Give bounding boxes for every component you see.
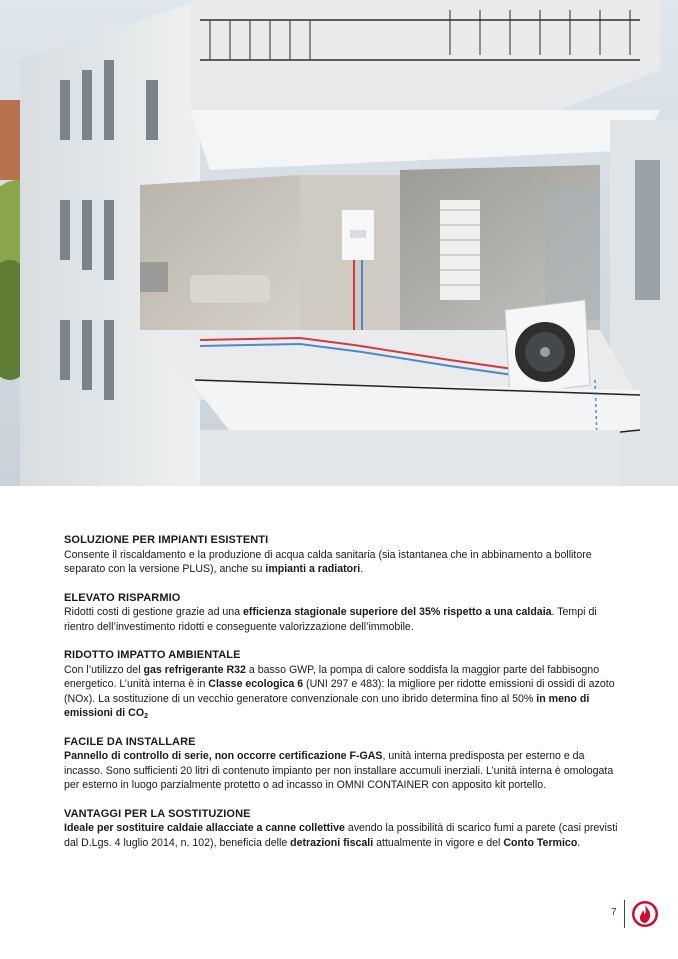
text-run: .	[577, 836, 581, 849]
section-vantaggi-sostituzione	[64, 807, 620, 851]
section-impianti-esistenti	[64, 533, 620, 577]
text-run: avendo la possibilità di scarico fumi a parete (casi previsti dal D.Lgs. 4 luglio 2014, n. 102), beneficia delle	[64, 822, 618, 849]
footer-divider	[624, 900, 625, 928]
text-run: .	[360, 563, 364, 575]
text-run: Classe ecologica 6	[208, 678, 304, 690]
text-run: a basso GWP, la pompa di calore soddisfa la maggior parte del fabbisogno energetico. L’unità interna è in	[64, 663, 600, 690]
text-run: gas refrigerante R32	[143, 663, 246, 676]
section-title: ELEVATO RISPARMIO	[64, 591, 181, 604]
text-run: Ideale per sostituire caldaie allacciate a canne collettive	[64, 822, 345, 834]
page-number: 7	[611, 907, 617, 918]
section-body	[64, 548, 620, 577]
text-run: Conto Termico	[503, 836, 578, 849]
section-body	[64, 605, 620, 634]
section-title: SOLUZIONE PER IMPIANTI ESISTENTI	[64, 534, 269, 546]
text-run: 2	[144, 713, 148, 720]
features-text	[64, 533, 620, 864]
text-run: Consente il riscaldamento e la produzione di acqua calda sanitaria (sia istantanea che in abbinamento a bollitore separato con la versione PLUS), anche su	[64, 548, 592, 575]
text-run: (UNI 297 e 483): la migliore per ridotte emissioni di ossidi di azoto (NOx). La sostituzione di un vecchio generatore convenzionale con uno ibrido determina fino al 50%	[64, 678, 615, 705]
section-facile-installare	[64, 735, 620, 793]
text-run: . Tempi di rientro dell’investimento ridotti e conseguente valorizzazione dell’immobile.	[64, 606, 597, 633]
section-body	[64, 821, 620, 850]
section-elevato-risparmio	[64, 591, 620, 635]
text-run: detrazioni fiscali	[290, 836, 374, 849]
text-run: Con l’utilizzo del	[64, 663, 144, 676]
section-title: RIDOTTO IMPATTO AMBIENTALE	[64, 649, 241, 661]
section-title: FACILE DA INSTALLARE	[64, 735, 196, 748]
section-title: VANTAGGI PER LA SOSTITUZIONE	[64, 807, 251, 820]
text-run: attualmente in vigore e del	[373, 836, 504, 849]
section-impatto-ambientale	[64, 648, 620, 721]
text-run: Ridotti costi di gestione grazie ad una	[64, 606, 244, 618]
text-run: in meno di emissioni di CO	[64, 692, 590, 719]
text-run: , unità interna predisposta per esterno e da incasso. Sono sufficienti 20 litri di contenuto impianto per non installare accumuli inerziali. L’unità interna è omologata per esterno in luogo parzialmente protetto o ad incasso in OMNI CONTAINER con apposito kit portello.	[64, 750, 614, 791]
section-body	[64, 663, 620, 721]
text-run: Pannello di controllo di serie, non occorre certificazione F-GAS	[64, 750, 383, 762]
text-run: impianti a radiatori	[265, 563, 361, 575]
section-body	[64, 749, 620, 793]
text-run: efficienza stagionale superiore del 35% rispetto a una caldaia	[243, 606, 552, 618]
flame-logo-icon	[631, 900, 659, 928]
